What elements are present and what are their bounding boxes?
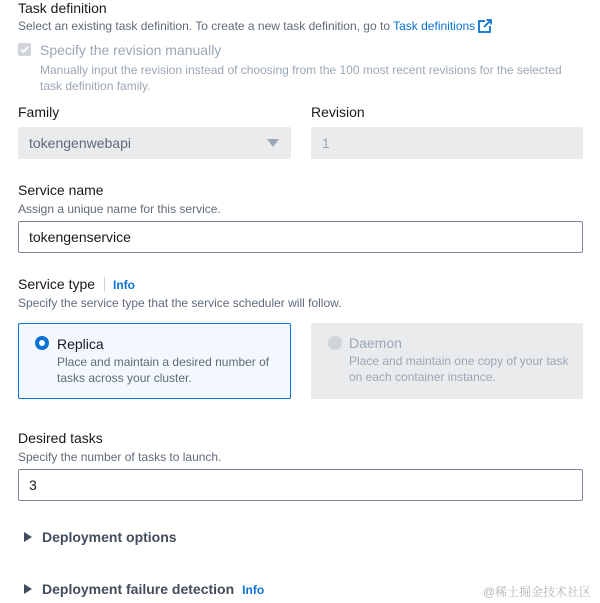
caret-right-icon: [24, 584, 32, 594]
deployment-failure-expander[interactable]: [18, 581, 264, 597]
daemon-radio-icon[interactable]: [328, 336, 342, 350]
daemon-description: Place and maintain one copy of your task on each container instance.: [349, 354, 569, 384]
service-type-info-link[interactable]: Info: [113, 278, 135, 292]
service-type-description: Specify the service type that the service scheduler will follow.: [18, 296, 342, 310]
deployment-failure-label[interactable]: Deployment failure detection: [42, 581, 235, 597]
deployment-failure-info-link[interactable]: Info: [242, 583, 265, 597]
desired-tasks-description: Specify the number of tasks to launch.: [18, 450, 222, 464]
replica-description: Place and maintain a desired number of tasks across your cluster.: [57, 355, 270, 385]
revision-manual-description: Manually input the revision instead of choosing from the 100 most recent revisions for the selected task definition family.: [40, 63, 562, 93]
task-definitions-link-label[interactable]: Task definitions: [393, 19, 476, 33]
external-link-icon[interactable]: [478, 19, 492, 36]
revision-manual-checkbox[interactable]: [18, 43, 31, 56]
watermark: @稀土掘金技术社区: [483, 585, 592, 599]
task-definition-description-text: Select an existing task definition. To create a new task definition, go to: [18, 19, 394, 33]
desired-tasks-value: 3: [29, 477, 37, 493]
deployment-options-label[interactable]: Deployment options: [42, 529, 177, 545]
replica-radio-selected-icon[interactable]: [35, 336, 49, 350]
task-definitions-link[interactable]: [393, 19, 492, 33]
task-definition-description: [18, 19, 492, 36]
revision-input[interactable]: [311, 127, 583, 159]
service-name-value: tokengenservice: [29, 229, 131, 245]
revision-label: Revision: [311, 104, 365, 120]
revision-input-value: 1: [322, 135, 330, 151]
desired-tasks-input[interactable]: [18, 469, 583, 501]
deployment-options-expander[interactable]: [18, 529, 177, 545]
replica-title: Replica: [57, 336, 104, 352]
service-type-replica-card[interactable]: [18, 323, 291, 399]
caret-right-icon: [24, 532, 32, 542]
service-name-label: Service name: [18, 182, 104, 198]
info-divider: [104, 277, 105, 292]
family-select-value: tokengenwebapi: [29, 135, 131, 151]
daemon-title: Daemon: [349, 335, 402, 351]
family-label: Family: [18, 104, 60, 120]
service-name-input[interactable]: [18, 221, 583, 253]
family-select[interactable]: [18, 127, 291, 159]
task-definition-title: Task definition: [18, 0, 107, 16]
desired-tasks-label: Desired tasks: [18, 430, 103, 446]
service-type-daemon-card[interactable]: [311, 323, 583, 399]
service-type-label: Service type: [18, 276, 96, 292]
revision-manual-label: Specify the revision manually: [40, 42, 222, 58]
caret-down-icon: [267, 139, 279, 147]
service-name-description: Assign a unique name for this service.: [18, 202, 221, 216]
